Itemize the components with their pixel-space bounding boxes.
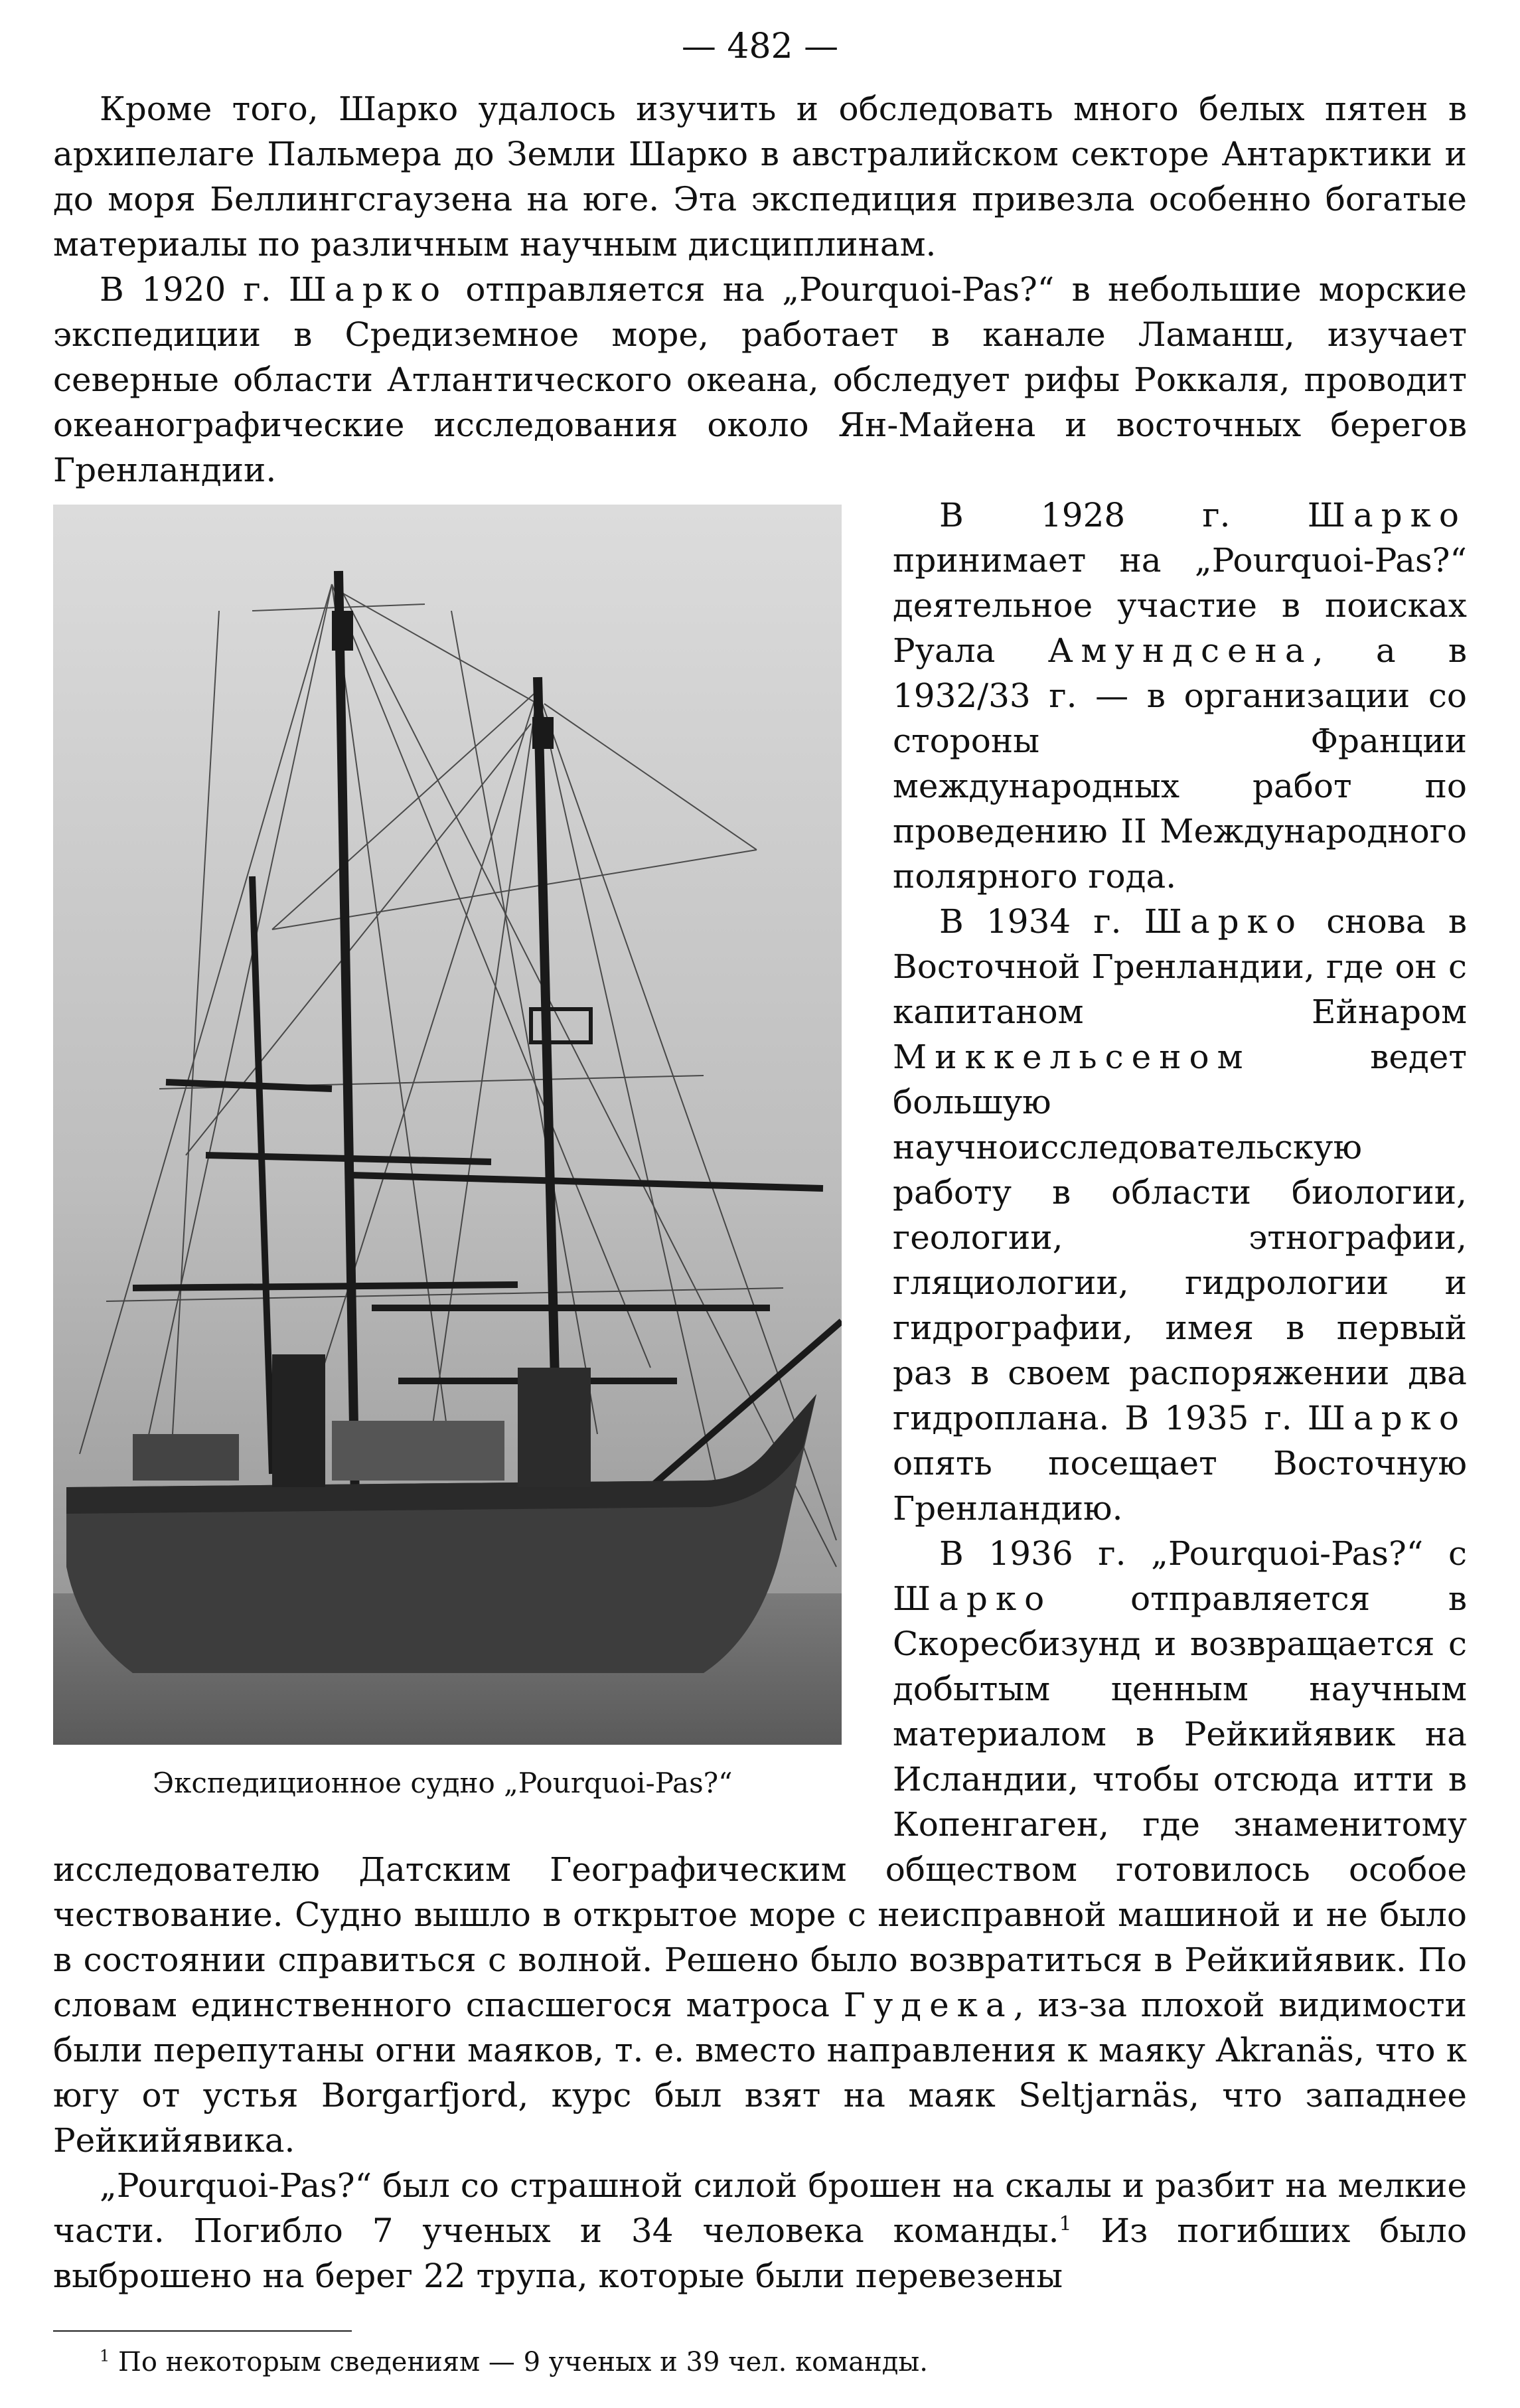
footnote-marker: 1 [100,2346,110,2366]
paragraph-5: В 1936 г. „Pourquoi-Pas?“ с Шарко отправляется в Скоресбизунд и возвращается с добытым ценным научным материалом в Рейкийявик на Исландии, чтобы отсюда итти в Копенгаген, где знаменитому исследователю Датским Географическим обществом готовилось особое чествование. Судно вышло в открытое море с неисправной машиной и не было в состоянии справиться с волной. Решено было возвратиться в Рейкийявик. По словам единственного спасшегося матроса Гудека, из-за плохой видимости были перепутаны огни маяков, т. е. вместо направления к маяку Akranäs, что к югу от устья Borgarfjord, курс был взят на маяк Seltjarnäs, что западнее Рейкийявика. [53,1534,1467,2160]
figure-caption: Экспедиционное судно „Pourquoi-Pas?“ [153,1767,733,1799]
paragraph-3: В 1928 г. Шарко принимает на „Pourquoi-Pas?“ деятельное участие в поисках Руала Амундсена, а в 1932/33 г. — в организации со стороны Франции международных работ по проведению II Международного полярного года. [893,496,1467,896]
paragraph-6: „Pourquoi-Pas?“ был со страшной силой брошен на скалы и разбит на мелкие части. Погибло 7 ученых и 34 человека команды.$^1$ Из погибших было выброшено на берег 22 трупа, которые были перевезены [53,2166,1467,2295]
paragraph-1: Кроме того, Шарко удалось изучить и обследовать много белых пятен в архипелаге Пальмера до Земли Шарко в австралийском секторе Антарктики и до моря Беллингсгаузена на юге. Эта экспедиция привезла особенно богатые материалы по различным научным дисциплинам. [53,90,1467,264]
figure [53,505,863,1802]
paragraph-4: В 1934 г. Шарко снова в Восточной Гренландии, где он с капитаном Ейнаром Миккельсеном ведет большую научноисследовательскую работу в области биологии, геологии, этнографии, гляциологии, гидрологии и гидрографии, имея в первый раз в своем распоряжении два гидроплана. В 1935 г. Шарко опять посещает Восточную Гренландию. [893,902,1467,1528]
person-name: Шарко [288,270,449,309]
body-text [53,86,1467,2298]
book-page [53,20,1467,2383]
page-number: — 482 — [681,27,839,66]
footnote-reference: 1 [1059,2212,1072,2236]
footnote-divider [53,2330,352,2332]
sailing-ship-photo-icon [53,505,842,1745]
footnote [53,2345,1467,2379]
paragraph-2: В 1920 г. Шарко отправляется на „Pourquoi-Pas?“ в небольшие морские экспедиции в Средиземное море, работает в канале Ламанш, изучает северные области Атлантического океана, обследует рифы Роккаля, проводит океанографические исследования около Ян-Майена и восточных берегов Гренландии. [53,270,1467,489]
footnote-text: По некоторым сведениям — 9 ученых и 39 чел. команды. [118,2347,928,2377]
